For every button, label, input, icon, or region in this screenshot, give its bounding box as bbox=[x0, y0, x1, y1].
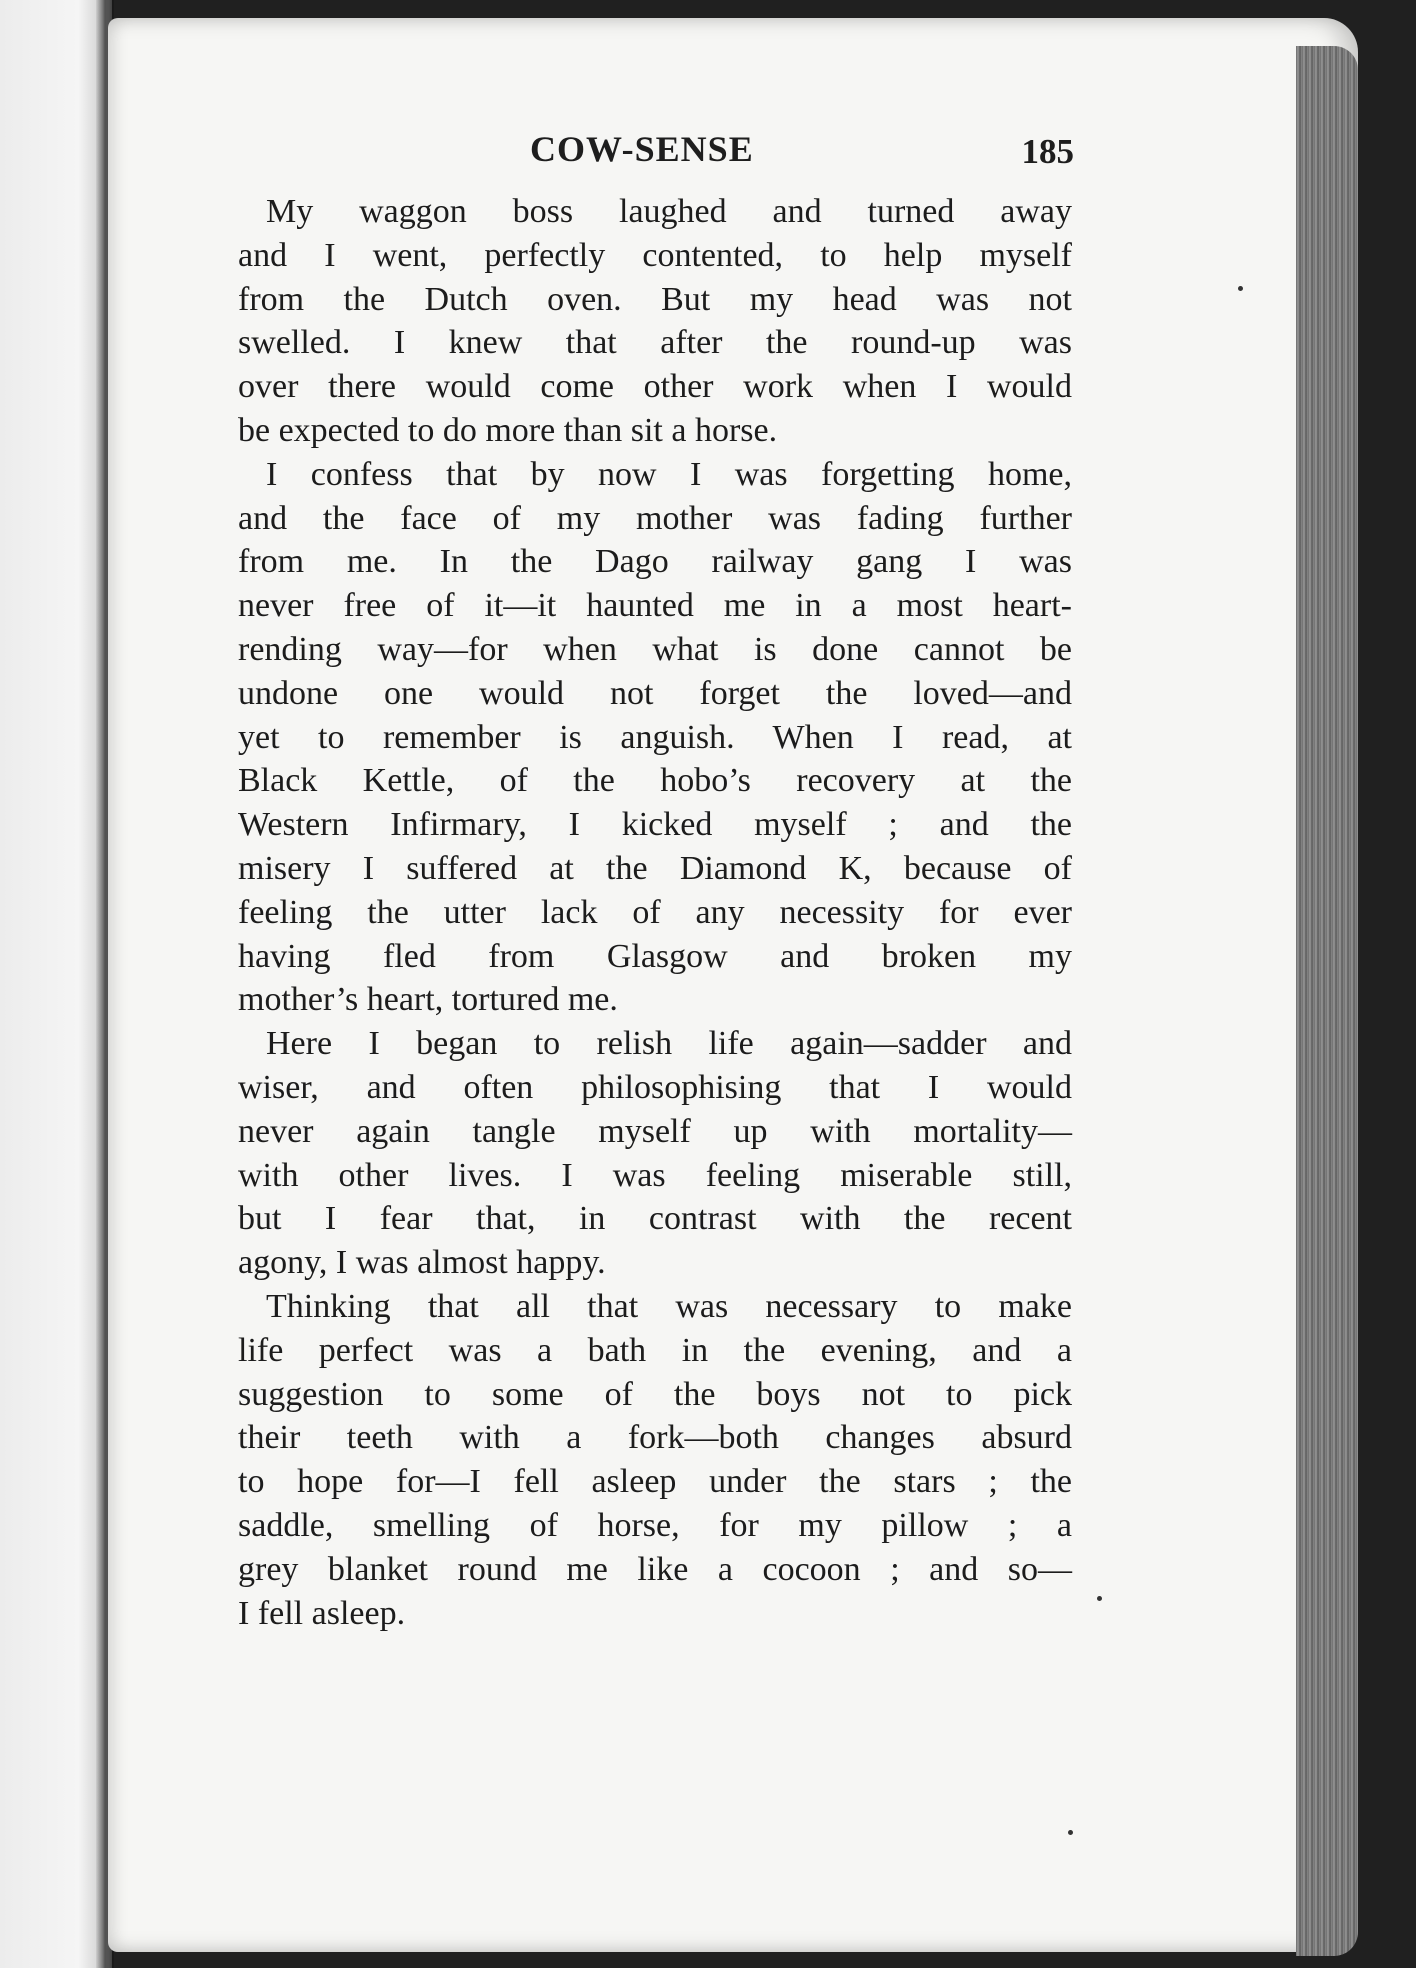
paragraph-3 bbox=[238, 1022, 1072, 1285]
text-line: Thinking that all that was necessary to make bbox=[266, 1287, 1072, 1325]
text-line: I confess that by now I was forgetting home, bbox=[266, 455, 1072, 493]
text-line: yet to remember is anguish. When I read, at bbox=[238, 718, 1072, 756]
text-line: grey blanket round me like a cocoon ; and so— bbox=[238, 1550, 1072, 1588]
page-number: 185 bbox=[1021, 132, 1074, 171]
text-line: to hope for—I fell asleep under the stars ; the bbox=[238, 1463, 1072, 1501]
text-line: and the face of my mother was fading further bbox=[238, 499, 1072, 537]
text-line: from the Dutch oven. But my head was not bbox=[238, 280, 1072, 318]
page-edges bbox=[1296, 46, 1358, 1956]
running-title: COW-SENSE bbox=[530, 129, 754, 169]
text-line: never free of it—it haunted me in a most heart- bbox=[238, 587, 1072, 625]
text-line: from me. In the Dago railway gang I was bbox=[238, 543, 1072, 581]
text-line: Here I began to relish life again—sadder and bbox=[266, 1025, 1072, 1063]
text-line: agony, I was almost happy. bbox=[238, 1244, 606, 1282]
text-line: and I went, perfectly contented, to help myself bbox=[238, 236, 1072, 274]
text-line: undone one would not forget the loved—and bbox=[238, 674, 1072, 712]
text-line: rending way—for when what is done cannot be bbox=[238, 630, 1072, 668]
body-text bbox=[238, 190, 1072, 1635]
text-line: Black Kettle, of the hobo’s recovery at the bbox=[238, 762, 1072, 800]
text-line: wiser, and often philosophising that I would bbox=[238, 1068, 1072, 1106]
paragraph-2 bbox=[238, 453, 1072, 1022]
text-line: misery I suffered at the Diamond K, because of bbox=[238, 849, 1072, 887]
text-line: My waggon boss laughed and turned away bbox=[266, 193, 1072, 230]
text-line: mother’s heart, tortured me. bbox=[238, 981, 618, 1019]
text-line: but I fear that, in contrast with the recent bbox=[238, 1200, 1072, 1238]
text-line: feeling the utter lack of any necessity for ever bbox=[238, 893, 1072, 931]
text-line: over there would come other work when I would bbox=[238, 368, 1072, 406]
text-line: life perfect was a bath in the evening, and a bbox=[238, 1331, 1072, 1369]
text-line: be expected to do more than sit a horse. bbox=[238, 411, 778, 449]
text-line: Western Infirmary, I kicked myself ; and the bbox=[238, 806, 1072, 844]
paragraph-1 bbox=[238, 190, 1072, 453]
text-line: saddle, smelling of horse, for my pillow ; a bbox=[238, 1506, 1072, 1544]
text-line: having fled from Glasgow and broken my bbox=[238, 937, 1072, 975]
text-line: with other lives. I was feeling miserable still, bbox=[238, 1156, 1072, 1194]
dust-speck bbox=[1097, 1596, 1102, 1601]
text-line: their teeth with a fork—both changes absurd bbox=[238, 1419, 1072, 1457]
dust-speck bbox=[1238, 286, 1243, 291]
page-header bbox=[190, 128, 1080, 178]
text-line: never again tangle myself up with mortality— bbox=[238, 1112, 1072, 1150]
text-line: I fell asleep. bbox=[238, 1594, 406, 1632]
paragraph-4 bbox=[238, 1285, 1072, 1635]
text-line: swelled. I knew that after the round-up was bbox=[238, 324, 1072, 362]
dust-speck bbox=[1068, 1830, 1073, 1835]
text-line: suggestion to some of the boys not to pick bbox=[238, 1375, 1072, 1413]
